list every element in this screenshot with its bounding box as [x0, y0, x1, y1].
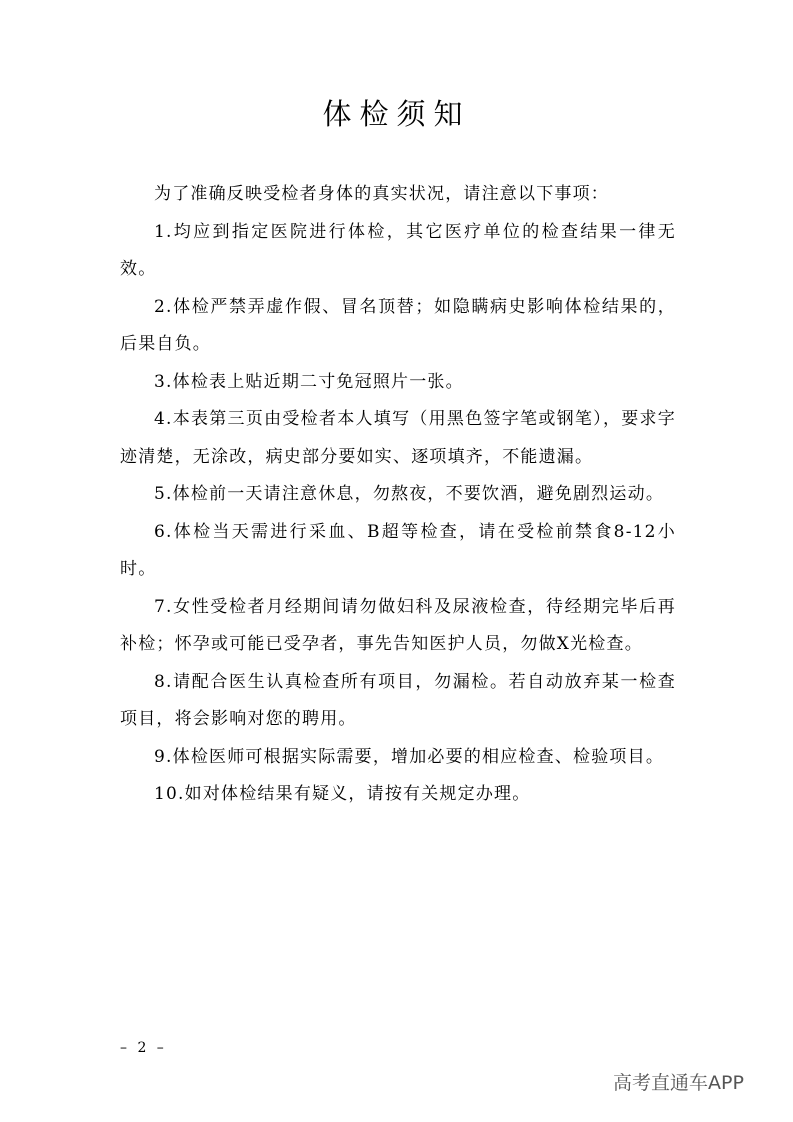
notice-item-6: 6.体检当天需进行采血、B超等检查，请在受检前禁食8-12小时。 [120, 521, 676, 579]
notice-item-1: 1.均应到指定医院进行体检，其它医疗单位的检查结果一律无效。 [120, 221, 676, 279]
notice-item-2: 2.体检严禁弄虚作假、冒名顶替；如隐瞒病史影响体检结果的，后果自负。 [120, 296, 676, 354]
watermark-text: 高考直通车APP [613, 1072, 744, 1094]
notice-item-3: 3.体检表上贴近期二寸免冠照片一张。 [154, 371, 464, 392]
notice-item-7: 7.女性受检者月经期间请勿做妇科及尿液检查，待经期完毕后再补检；怀孕或可能已受孕者，事先告知医护人员，勿做X光检查。 [120, 596, 676, 654]
notice-item-9: 9.体检医师可根据实际需要，增加必要的相应检查、检验项目。 [154, 746, 665, 767]
notice-item-8: 8.请配合医生认真检查所有项目，勿漏检。若自动放弃某一检查项目，将会影响对您的聘用。 [120, 671, 676, 729]
page-number: – 2 – [120, 1040, 167, 1056]
notice-item-5: 5.体检前一天请注意休息，勿熬夜，不要饮酒，避免剧烈运动。 [154, 484, 665, 504]
page-title: 体检须知 [322, 97, 471, 131]
intro-paragraph: 为了准确反映受检者身体的真实状况，请注意以下事项： [154, 184, 609, 204]
notice-item-10: 10.如对体检结果有疑义，请按有关规定办理。 [154, 784, 531, 804]
notice-body [120, 176, 676, 814]
notice-item-4: 4.本表第三页由受检者本人填写（用黑色签字笔或钢笔），要求字迹清楚，无涂改，病史部分要如实、逐项填齐，不能遗漏。 [120, 409, 676, 467]
